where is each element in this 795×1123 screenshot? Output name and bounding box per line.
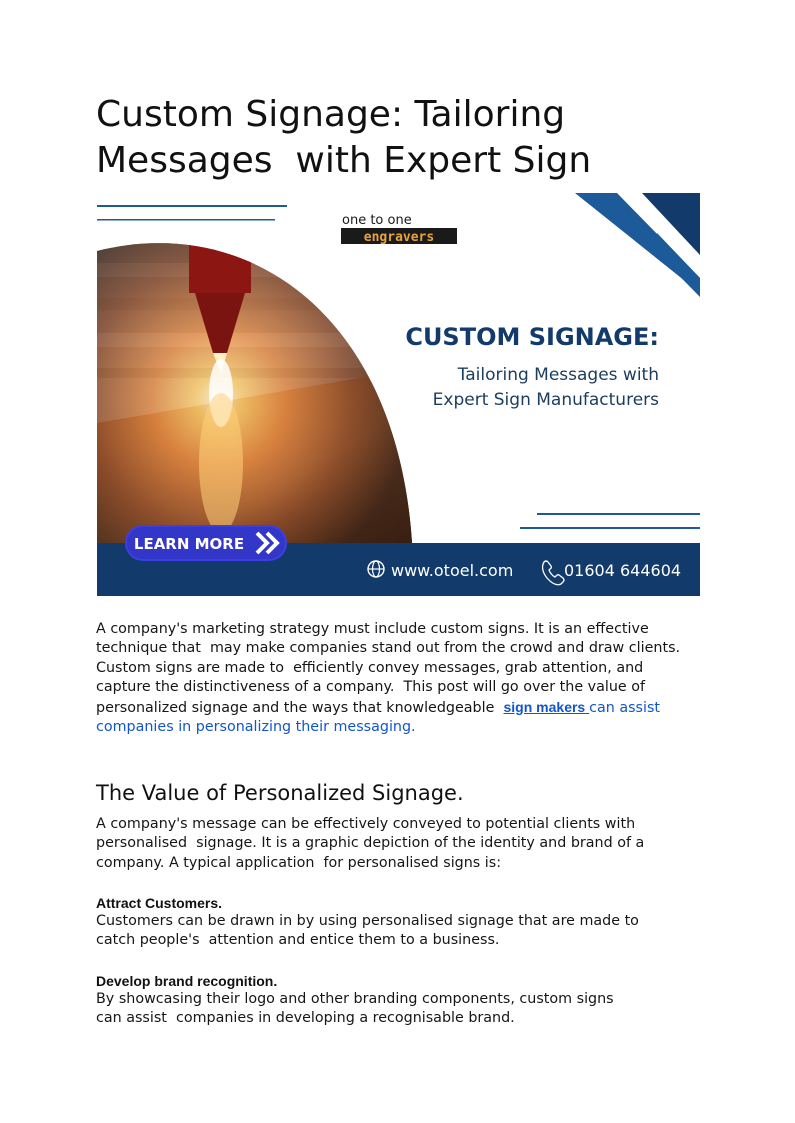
intro-line: A company's marketing strategy must include custom signs. It is an effective [96, 621, 649, 637]
phone-text: 01604 644604 [564, 561, 682, 580]
intro-line [96, 698, 706, 718]
brand-recognition-paragraph [96, 990, 706, 1029]
learn-more-label: LEARN MORE [133, 535, 245, 553]
sign-makers-link[interactable]: sign makers [503, 698, 590, 715]
page-title [96, 92, 736, 184]
intro-line: technique that may make companies stand out from the crowd and draw clients. [96, 640, 681, 657]
banner-heading: CUSTOM SIGNAGE: [405, 323, 659, 351]
banner-subline-2: Expert Sign Manufacturers [432, 390, 659, 410]
title-line-2: Messages with Expert Sign [96, 140, 592, 181]
banner-image [97, 193, 700, 596]
intro-line: companies in personalizing their messaging. [96, 719, 416, 736]
logo-top-text: one to one [342, 213, 412, 228]
section-line: company. A typical application for personalised signs is: [96, 854, 502, 871]
point2-line: By showcasing their logo and other branding components, custom signs [96, 991, 614, 1007]
intro-line: Custom signs are made to efficiently convey messages, grab attention, and [96, 659, 644, 676]
section-paragraph [96, 815, 706, 873]
intro-line: capture the distinctiveness of a company. This post will go over the value of [96, 679, 646, 696]
title-line-1: Custom Signage: Tailoring [96, 94, 566, 135]
brand-recognition-heading: Develop brand recognition. [96, 973, 278, 989]
point1-line: Customers can be drawn in by using personalised signage that are made to [96, 913, 639, 929]
section-line: personalised signage. It is a graphic depiction of the identity and brand of a [96, 835, 645, 852]
intro-line-text: personalized signage and the ways that knowledgeable [96, 699, 504, 716]
point2-line: can assist companies in developing a recognisable brand. [96, 1010, 515, 1027]
intro-paragraph [96, 620, 706, 737]
point1-line: catch people's attention and entice them to a business. [96, 932, 500, 949]
intro-link-tail: can assist [589, 699, 661, 716]
website-text: www.otoel.com [391, 561, 514, 580]
section-heading: The Value of Personalized Signage. [96, 781, 464, 805]
learn-more-button[interactable] [125, 525, 287, 561]
attract-customers-paragraph [96, 912, 706, 951]
attract-customers-heading: Attract Customers. [96, 895, 223, 911]
section-line: A company's message can be effectively conveyed to potential clients with [96, 816, 636, 832]
banner-subline-1: Tailoring Messages with [457, 365, 659, 385]
logo-bottom-text: engravers [363, 230, 435, 245]
